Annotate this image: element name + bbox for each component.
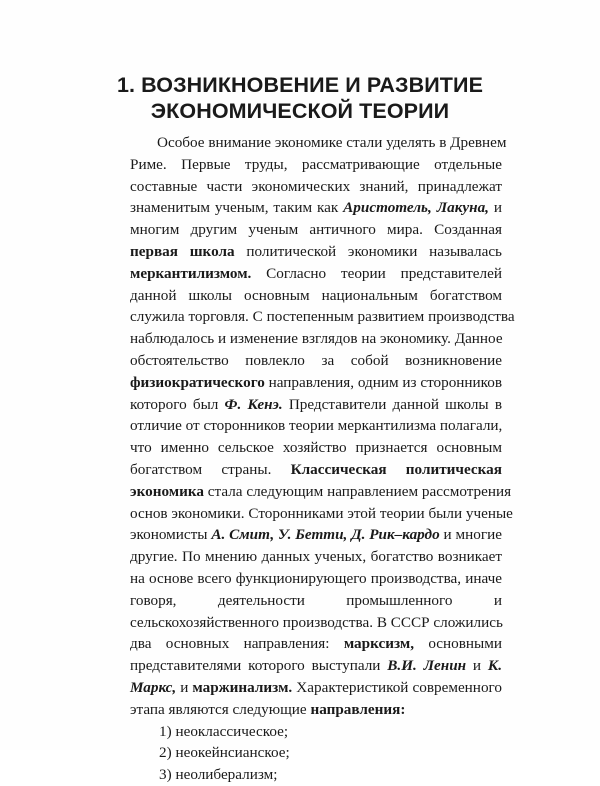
heading-line-1: 1. ВОЗНИКНОВЕНИЕ И РАЗВИТИЕ	[116, 73, 484, 97]
text-line	[130, 372, 502, 394]
text-line	[130, 197, 502, 219]
emphasis-names: Аристотель, Лакуна,	[343, 199, 489, 217]
text-line: отличие от сторонников теории меркантилизма полагали,	[130, 417, 503, 435]
text-line: составные части экономических знаний, принадлежат	[130, 177, 502, 195]
text-line: обстоятельство повлекло за собой возникновение	[130, 351, 502, 369]
text-line: сельскохозяйственного производства. В СССР сложились	[130, 613, 503, 631]
emphasis-term: направления:	[310, 700, 406, 718]
text-run: направления, одним из сторонников	[264, 373, 503, 391]
text-line: Особое внимание экономике стали уделять в Древнем	[157, 134, 507, 151]
text-run: Представители данной школы в	[282, 395, 502, 413]
emphasis-names: Маркс,	[130, 678, 177, 696]
text-line: основ экономики. Сторонниками этой теории были ученые	[130, 504, 513, 522]
body-text	[130, 132, 515, 786]
text-line: Риме. Первые труды, рассматривающие отдельные	[130, 155, 502, 173]
text-run: Характеристикой современного	[292, 678, 502, 696]
text-line	[130, 481, 512, 503]
emphasis-term: экономика	[130, 482, 204, 500]
text-line	[130, 241, 502, 263]
text-run: политической экономики называлась	[234, 242, 502, 260]
text-run: знаменитым ученым, таким как	[130, 199, 344, 217]
text-run: и многие	[439, 526, 502, 544]
text-line	[130, 655, 502, 677]
list-item: 2) неокейнсианское;	[159, 744, 290, 762]
text-run: этапа являются следующие	[130, 700, 311, 718]
heading-line-2: ЭКОНОМИЧЕСКОЙ ТЕОРИИ	[150, 99, 450, 123]
text-run: и	[488, 199, 502, 217]
emphasis-names: А. Смит, У. Бетти, Д. Рик–кардо	[211, 526, 440, 544]
emphasis-term: физиократического	[130, 373, 265, 391]
text-run: Согласно теории представителей	[251, 264, 502, 282]
text-run: основными	[414, 635, 502, 653]
text-line	[130, 394, 502, 416]
emphasis-term: маржинализм.	[192, 678, 293, 696]
emphasis-term: меркантилизмом.	[130, 264, 252, 282]
text-line: многим другим ученым античного мира. Созданная	[130, 221, 502, 239]
text-run: и	[466, 657, 488, 675]
text-line: на основе всего функционирующего производства, иначе	[130, 569, 502, 587]
text-line: говоря, деятельности промышленного и	[130, 591, 502, 609]
emphasis-term: марксизм,	[343, 635, 414, 653]
text-run: экономисты	[130, 526, 212, 544]
text-run: представителями которого выступали	[130, 657, 388, 675]
text-line: что именно сельское хозяйство признается основным	[130, 439, 502, 457]
emphasis-term: первая школа	[130, 242, 235, 260]
chapter-heading	[0, 72, 600, 124]
list-item: 1) неоклассическое;	[159, 722, 289, 740]
text-line: данной школы основным национальным богатством	[130, 286, 502, 304]
text-line: другие. По мнению данных ученых, богатство возникает	[130, 548, 502, 566]
text-line	[130, 633, 502, 655]
text-run: и	[176, 678, 193, 696]
text-run: стала следующим направлением рассмотрения	[203, 482, 512, 500]
text-line: наблюдалось и изменение взглядов на экономику. Данное	[130, 330, 503, 348]
emphasis-names: Ф. Кенэ.	[224, 395, 283, 413]
emphasis-term: Классическая политическая	[290, 460, 502, 478]
text-line	[130, 524, 502, 546]
text-line	[130, 699, 502, 721]
text-run: которого был	[130, 395, 225, 413]
text-run: два основных направления:	[130, 635, 344, 653]
text-line	[130, 677, 502, 699]
emphasis-names: В.И. Ленин	[387, 657, 467, 675]
text-line	[130, 263, 502, 285]
text-run: богатством страны.	[130, 460, 291, 478]
text-line	[130, 459, 502, 481]
list-item: 3) неолиберализм;	[159, 766, 278, 784]
emphasis-names: К.	[487, 657, 502, 675]
text-line: служила торговля. С постепенным развитием производства	[130, 308, 515, 326]
